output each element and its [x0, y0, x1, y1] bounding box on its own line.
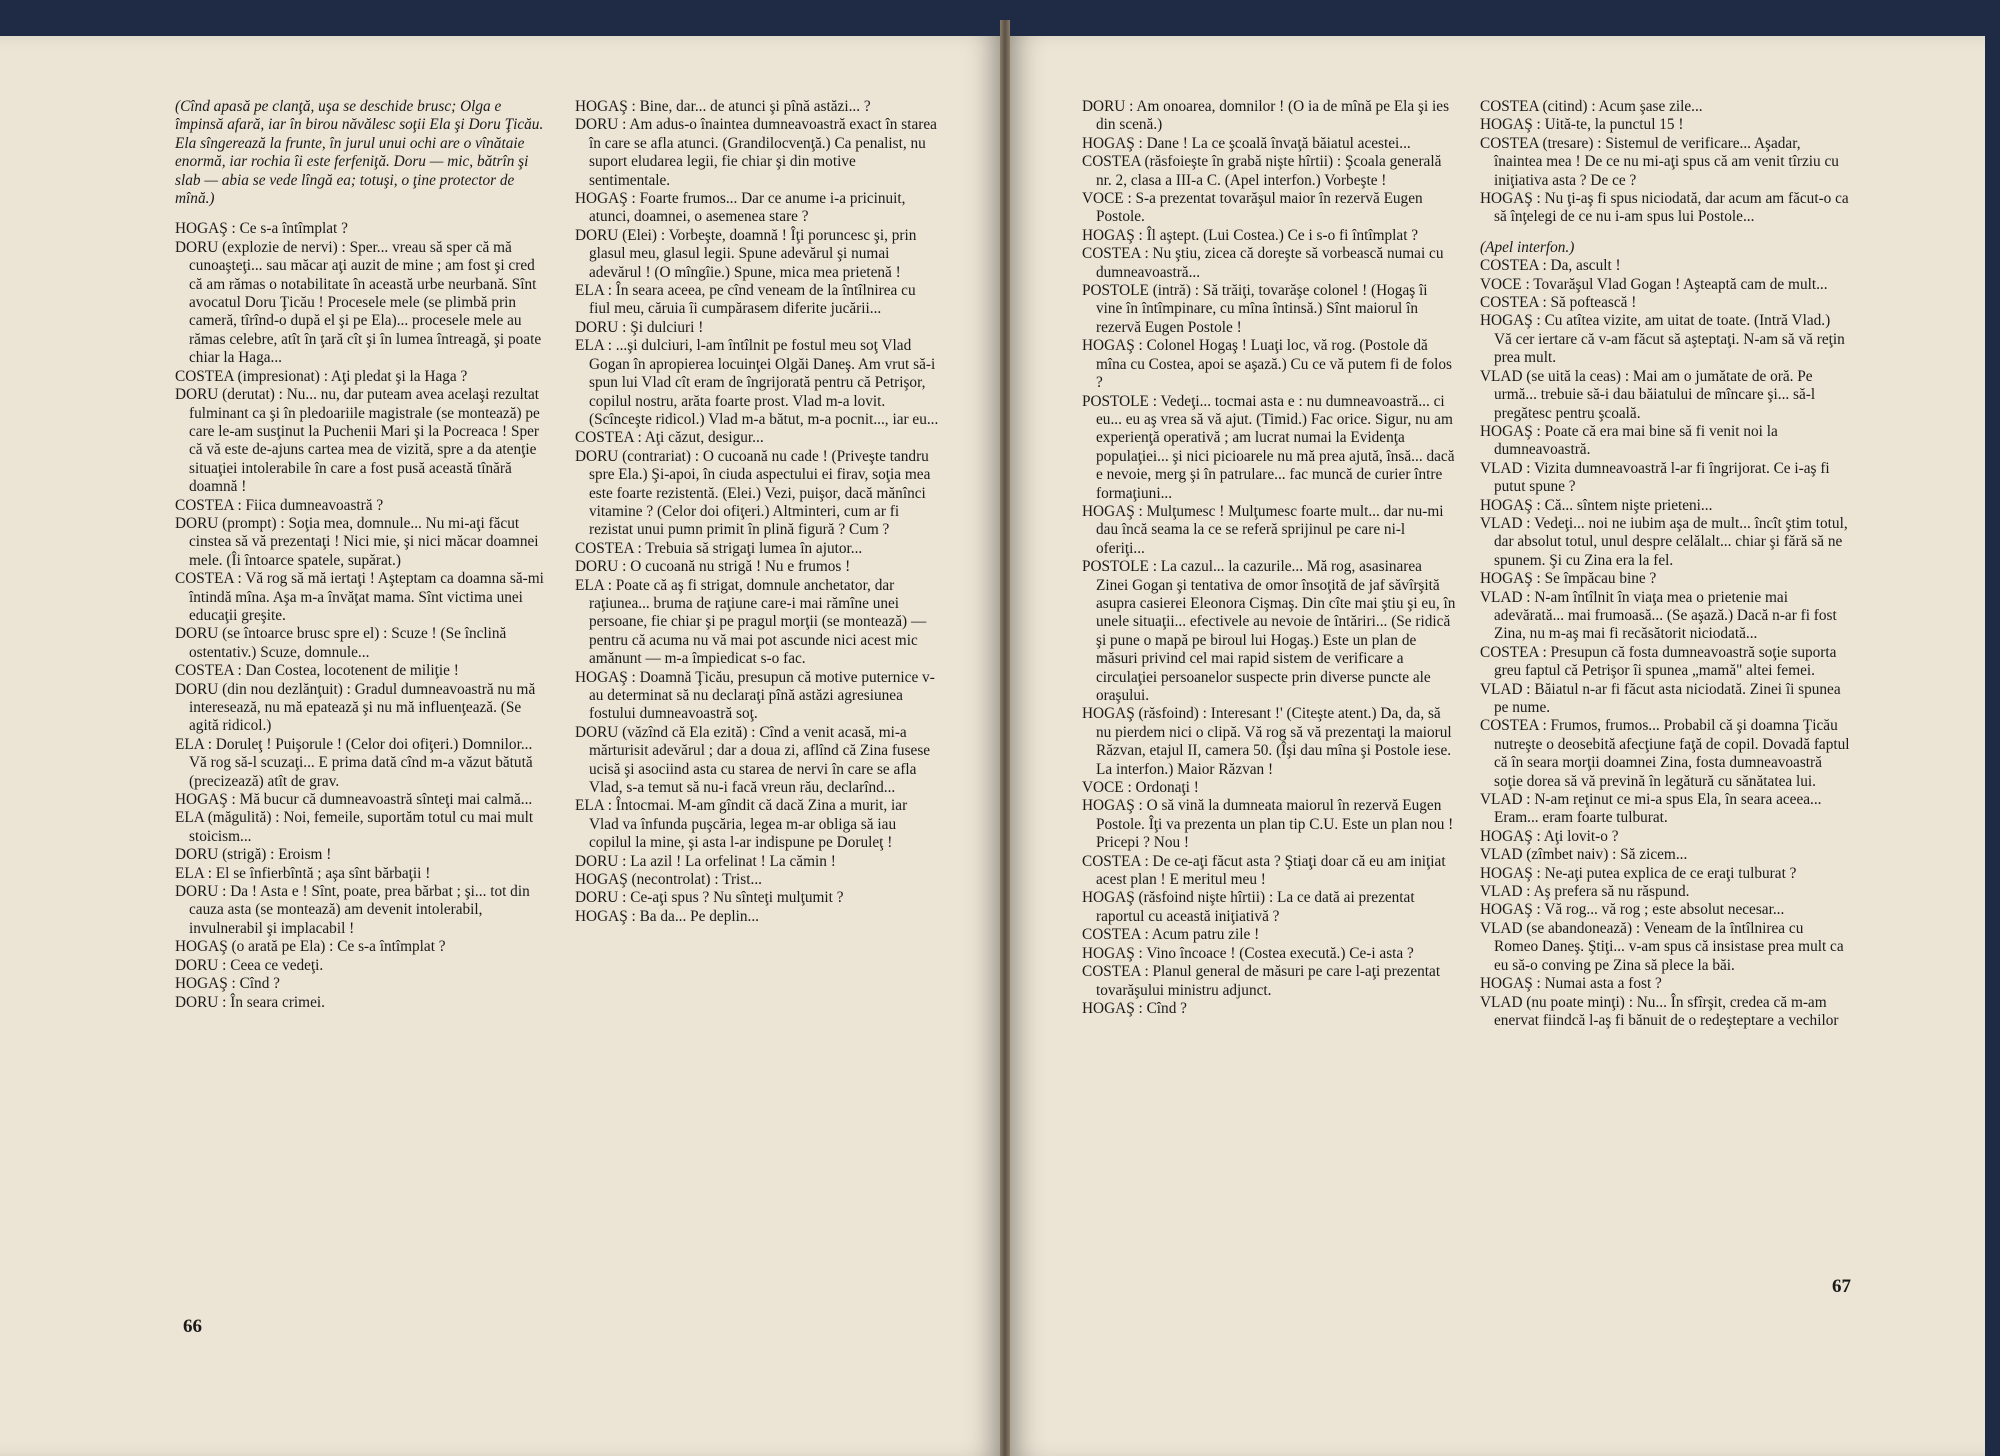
dialogue-line: DORU (contrariat) : O cucoană nu cade ! (Priveşte tandru spre Ela.) Şi-apoi, în ciuda aspectului ei firav, soţia mea este foarte rezistentă. (Elei.) Vezi, puişor, dacă mănînci vitamine ? (Celor doi ofiţeri.) Altminteri, cum ar fi rezistat unui pumn primit în plină figură ? Cum ? [575, 447, 931, 539]
dialogue-line: COSTEA : Planul general de măsuri pe care l-aţi prezentat tovarăşului ministru adjunct. [1082, 963, 1441, 999]
dialogue-line: VLAD : Aş prefera să nu răspund. [1480, 883, 1690, 901]
dialogue-line: COSTEA : Trebuia să strigaţi lumea în ajutor... [575, 539, 863, 557]
dialogue-line: HOGAŞ : Mă bucur că dumneavoastră sînteţi mai calmă... [175, 791, 533, 809]
dialogue-line: POSTOLE (intră) : Să trăiţi, tovarăşe colonel ! (Hogaş îi vine în întîmpinare, cu mîna întinsă.) Sînt maiorul în rezervă Eugen Postole ! [1082, 282, 1428, 336]
left-page-column-1 [175, 98, 545, 1012]
dialogue-line: VLAD (se uită la ceas) : Mai am o jumătate de oră. Pe urmă... trebuie să-i dau băiatului de mîncare şi... să-l pregătesc pentru şcoală. [1480, 367, 1816, 422]
dialogue-line: DORU : O cucoană nu strigă ! Nu e frumos ! [575, 558, 851, 576]
dialogue-line: DORU : Am adus-o înaintea dumneavoastră exact în starea în care se afla atunci. (Grandilocvenţă.) Ca penalist, nu suport eludarea legii, fie chiar şi din motive sentimentale. [575, 116, 937, 189]
stage-direction: (Apel interfon.) [1480, 238, 1575, 256]
dialogue-line: HOGAŞ : Ba da... Pe deplin... [575, 907, 759, 925]
dialogue-line: VOCE : Tovarăşul Vlad Gogan ! Aşteaptă cam de mult... [1480, 275, 1828, 293]
dialogue-line: HOGAŞ : Se împăcau bine ? [1480, 570, 1657, 588]
dialogue-line: VLAD : Vedeţi... noi ne iubim aşa de mult... încît ştim totul, dar absolut totul, unul despre celălalt... chiar şi fără să ne spunem. Şi cu Zina era la fel. [1480, 514, 1848, 569]
dialogue-line: DORU : Ceea ce vedeţi. [175, 956, 324, 974]
dialogue-line: ELA : Întocmai. M-am gîndit că dacă Zina a murit, iar Vlad va înfunda puşcăria, legea m-ar obliga să iau copilul la mine, şi asta l-ar indispune pe Doruleţ ! [575, 797, 908, 852]
dialogue-line: ELA : În seara aceea, pe cînd veneam de la întîlnirea cu fiul meu, căruia îi cumpărasem diferite jucării... [575, 282, 916, 318]
dialogue-line: COSTEA : Dan Costea, locotenent de miliţie ! [175, 662, 459, 680]
dialogue-line: COSTEA (citind) : Acum şase zile... [1480, 98, 1703, 115]
dialogue-line: DORU : Am onoarea, domnilor ! (O ia de mînă pe Ela şi ies din scenă.) [1082, 98, 1450, 134]
dialogue-line: COSTEA : Da, ascult ! [1480, 257, 1621, 275]
dialogue-line: HOGAŞ : O să vină la dumneata maiorul în rezervă Eugen Postole. Îţi va prezenta un plan tip C.U. Este un plan nou ! Pricepi ? Nou ! [1082, 797, 1454, 852]
dialogue-line: DORU : La azil ! La orfelinat ! La cămin ! [575, 852, 836, 870]
dialogue-line: HOGAŞ : Vino încoace ! (Costea execută.) Ce-i asta ? [1082, 944, 1414, 962]
dialogue-line: COSTEA : Să poftească ! [1480, 294, 1637, 312]
dialogue-line: DORU (derutat) : Nu... nu, dar puteam avea acelaşi rezultat fulminant ca şi în pledoariile magistrale (se montează) pe care le-am susţinut la Puchenii Mari şi la Pocreaca ! Sper că vă este de-ajuns cartea mea de vizită, spre a da atenţie situaţiei intolerabile în care a fost pusă această tînără doamnă ! [175, 386, 540, 496]
dialogue-line: HOGAŞ : Nu ţi-aş fi spus niciodată, dar acum am făcut-o ca să înţelegi de ce nu i-am spus lui Postole... [1480, 190, 1849, 226]
dialogue-line: HOGAŞ : Foarte frumos... Dar ce anume i-a pricinuit, atunci, doamnei, o asemenea stare ? [575, 190, 906, 226]
dialogue-line: HOGAŞ : Doamnă Ţicău, presupun că motive puternice v-au determinat să nu declaraţi pînă astăzi agresiunea fostului dumneavoastră soţ. [575, 668, 935, 723]
dialogue-line: HOGAŞ : Bine, dar... de atunci şi pînă astăzi... ? [575, 98, 871, 115]
dialogue-line: ELA : Poate că aş fi strigat, domnule anchetator, dar raţiunea... bruma de raţiune care-i mai rămîne unei persoane, fie chiar şi pe pragul morţii (se montează) — pentru că acuma nu vă mai pot ascunde nici acest mic amănunt — m-a împiedicat s-o fac. [575, 576, 927, 668]
dialogue-line: VLAD (zîmbet naiv) : Să zicem... [1480, 846, 1688, 864]
dialogue-line: ELA (măgulită) : Noi, femeile, suportăm totul cu mai mult stoicism... [175, 809, 534, 845]
dialogue-line: ELA : ...şi dulciuri, l-am întîlnit pe fostul meu soţ Vlad Gogan în apropierea locuinţei Olgăi Daneş. Am vrut să-i spun lui Vlad cît eram de îngrijorată pentru că Petrişor, copilul nostru, arăta foarte prost. Vlad m-a lovit. (Scînceşte ridicol.) Vlad m-a bătut, m-a pocnit..., iar eu... [575, 337, 939, 428]
dialogue-line: HOGAŞ : Ce s-a întîmplat ? [175, 220, 348, 238]
dialogue-line: DORU (se întoarce brusc spre el) : Scuze ! (Se înclină ostentativ.) Scuze, domnule... [175, 625, 507, 661]
right-page-number: 67 [1832, 1276, 1851, 1297]
dialogue-line: DORU (văzînd că Ela ezită) : Cînd a venit acasă, mi-a mărturisit adevărul ; dar a doua zi, aflînd că Zina fusese ucisă şi asociind asta cu starea de nervi în care se afla Vlad, s-a temut să nu-i facă vreun rău, declarînd... [575, 723, 931, 797]
dialogue-line: HOGAŞ : Numai asta a fost ? [1480, 975, 1662, 993]
dialogue-line: HOGAŞ : Îl aştept. (Lui Costea.) Ce i s-o fi întîmplat ? [1082, 226, 1419, 244]
dialogue-line: POSTOLE : La cazul... la cazurile... Mă rog, asasinarea Zinei Gogan şi tentativa de omor însoţită de jaf săvîrşită asupra casierei Eleonora Cişmaş. Din cîte mai ştiu şi eu, în unele situaţii... efectivele au nevoie de întăriri... (Se ridică şi pune o mapă pe biroul lui Hogaş.) Este un plan de măsuri privind cel mai rapid sistem de verificare a circulaţiei persoanelor suspecte prin diverse puncte ale oraşului. [1082, 558, 1456, 704]
dialogue-line: HOGAŞ : Cînd ? [1082, 999, 1187, 1017]
dialogue-line: COSTEA (răsfoieşte în grabă nişte hîrtii) : Şcoala generală nr. 2, clasa a III-a C. (Apel interfon.) Vorbeşte ! [1082, 153, 1442, 189]
dialogue-line: HOGAŞ : Vă rog... vă rog ; este absolut necesar... [1480, 901, 1785, 919]
dialogue-line: COSTEA (tresare) : Sistemul de verificare... Aşadar, înaintea mea ! De ce nu mi-aţi spus că am venit tîrziu cu iniţiativa asta ? De ce ? [1480, 134, 1839, 189]
dialogue-line: VLAD (se abandonează) : Veneam de la întîlnirea cu Romeo Daneş. Ştiţi... v-am spus că insistase prea mult ca eu să-o conving pe Zina să plece la băi. [1480, 919, 1844, 974]
dialogue-line: VLAD : N-am reţinut ce mi-a spus Ela, în seara aceea... Eram... eram foarte tulburat. [1480, 791, 1822, 827]
dialogue-line: DORU : În seara crimei. [175, 993, 325, 1011]
dialogue-line: ELA : Doruleţ ! Puişorule ! (Celor doi ofiţeri.) Domnilor... Vă rog să-l scuzaţi... E prima dată cînd m-a văzut bătută (precizează) atît de grav. [175, 735, 533, 790]
dialogue-line: COSTEA (impresionat) : Aţi pledat şi la Haga ? [175, 367, 468, 385]
dialogue-line: COSTEA : Frumos, frumos... Probabil că şi doamna Ţicău nutreşte o deosebită afecţiune faţă de copil. Dovadă faptul că în seara morţii doamnei Zina, fosta dumneavoastră soţie dorea să vă prevină în legătură cu sănătatea lui. [1480, 717, 1850, 790]
dialogue-line: HOGAŞ : Uită-te, la punctul 15 ! [1480, 116, 1684, 134]
right-page-column-1 [1082, 98, 1457, 1018]
left-page [0, 36, 1000, 1456]
dialogue-line: VLAD : Băiatul n-ar fi făcut asta niciodată. Zinei îi spunea pe nume. [1480, 680, 1841, 716]
dialogue-line: VLAD : N-am întîlnit în viaţa mea o prietenie mai adevărată... mai frumoasă... (Se aşază.) Dacă n-ar fi fost Zina, nu m-aş mai fi recăsătorit niciodată... [1480, 588, 1837, 643]
right-page [1010, 36, 1985, 1456]
dialogue-line: HOGAŞ : Mulţumesc ! Mulţumesc foarte mult... dar nu-mi dau încă seama la ce se referă sprijinul pe care ni-l oferiţi... [1082, 502, 1444, 557]
dialogue-line: HOGAŞ : Că... sîntem nişte prieteni... [1480, 496, 1713, 514]
book-spine [1000, 20, 1010, 1456]
dialogue-line: DORU (explozie de nervi) : Sper... vreau să sper că mă cunoaşteţi... sau măcar aţi auzit de mine ; am fost şi cred că am rămas o notabilitate în această urbe neurbană. Sînt avocatul Doru Ţicău ! Procesele mele (se plimbă prin cameră, tîrînd-o după el şi pe Ela)... procesele mele au rămas celebre, atît în ţară cît şi în lumea întreagă, şi poate chiar la Haga... [175, 238, 542, 367]
dialogue-line: DORU : Da ! Asta e ! Sînt, poate, prea bărbat ; şi... tot din cauza asta (se montează) am devenit intolerabil, invulnerabil şi implacabil ! [175, 883, 530, 937]
left-page-column-2 [575, 98, 940, 926]
dialogue-line: HOGAŞ (răsfoind nişte hîrtii) : La ce dată ai prezentat raportul cu această iniţiativă ? [1082, 889, 1415, 925]
right-page-column-2 [1480, 98, 1850, 1030]
dialogue-line: POSTOLE : Vedeţi... tocmai asta e : nu dumneavoastră... ci eu... eu aş vrea să vă ajut. (Timid.) Fac orice. Sigur, nu am experienţă operativă ; am lucrat numai la Evidenţa populaţiei... şi nici picioarele nu mă prea ajută, însă... dacă e nevoie, merg şi în patrulare... fac muncă de curier între formaţiuni... [1082, 392, 1455, 502]
dialogue-line: DORU (Elei) : Vorbeşte, doamnă ! Îţi poruncesc şi, prin glasul meu, glasul legii. Spune adevărul şi numai adevărul ! (O mîngîie.) Spune, mica mea prietenă ! [575, 226, 917, 281]
dialogue-line: HOGAŞ : Colonel Hogaş ! Luaţi loc, vă rog. (Postole dă mîna cu Costea, apoi se aşază.) Cu ce vă putem fi de folos ? [1082, 337, 1452, 392]
dialogue-line: VOCE : S-a prezentat tovarăşul maior în rezervă Eugen Postole. [1082, 190, 1423, 226]
dialogue-line: HOGAŞ : Cînd ? [175, 975, 280, 993]
dialogue-line: HOGAŞ : Cu atîtea vizite, am uitat de toate. (Intră Vlad.) Vă cer iertare că v-am făcut să aşteptaţi. N-am să vă reţin prea mult. [1480, 312, 1845, 367]
dialogue-line: ELA : El se înfierbîntă ; aşa sînt bărbaţii ! [175, 864, 431, 882]
stage-direction: (Cînd apasă pe clanţă, uşa se deschide brusc; Olga e împinsă afară, iar în birou năvălesc soţii Ela şi Doru Ţicău. Ela sîngerează la frunte, în jurul unui ochi are o vînătaie enormă, iar rochia îi este ferfeniţă. Doru — mic, bătrîn şi slab — abia se vede lîngă ea; totuşi, o ţine protector de mînă.) [175, 98, 544, 208]
dialogue-line: COSTEA : Fiica dumneavoastră ? [175, 496, 384, 514]
dialogue-line: DORU (strigă) : Eroism ! [175, 846, 332, 864]
dialogue-line: COSTEA : Nu ştiu, zicea că doreşte să vorbească numai cu dumneavoastră... [1082, 245, 1444, 281]
dialogue-line: COSTEA : Aţi căzut, desigur... [575, 429, 764, 447]
dialogue-line: HOGAŞ (o arată pe Ela) : Ce s-a întîmplat ? [175, 938, 446, 956]
dialogue-line: COSTEA : Presupun că fosta dumneavoastră soţie suporta greu faptul că Petrişor îi spunea „mamă" altei femei. [1480, 643, 1837, 680]
dialogue-line: COSTEA : Acum patru zile ! [1082, 926, 1260, 944]
dialogue-line: VLAD : Vizita dumneavoastră l-ar fi îngrijorat. Ce i-aş fi putut spune ? [1480, 459, 1830, 496]
dialogue-line: HOGAŞ : Aţi lovit-o ? [1480, 827, 1619, 845]
dialogue-line: VOCE : Ordonaţi ! [1082, 779, 1199, 797]
dialogue-line: COSTEA : De ce-aţi făcut asta ? Ştiaţi doar că eu am iniţiat acest plan ! E meritul meu ! [1082, 852, 1446, 889]
dialogue-line: HOGAŞ : Ne-aţi putea explica de ce eraţi tulburat ? [1480, 864, 1797, 882]
dialogue-line: DORU (prompt) : Soţia mea, domnule... Nu mi-aţi făcut cinstea să vă prezentaţi ! Nici mie, şi nici măcar doamnei mele. (Îi întoarce spatele, supărat.) [175, 514, 539, 569]
dialogue-line: VLAD (nu poate minţi) : Nu... În sfîrşit, credea că m-am enervat fiindcă l-aş fi bănuit de o redeşteptare a vechilor [1480, 993, 1839, 1029]
dialogue-line: HOGAŞ (necontrolat) : Trist... [575, 871, 762, 889]
dialogue-line: DORU : Ce-aţi spus ? Nu sînteţi mulţumit ? [575, 889, 844, 907]
dialogue-line: HOGAŞ : Dane ! La ce şcoală învaţă băiatul acestei... [1082, 134, 1411, 152]
dialogue-line: DORU (din nou dezlănţuit) : Gradul dumneavoastră nu mă interesează, nu mă epatează şi nu mă influenţează. (Se agită ridicol.) [175, 680, 536, 735]
dialogue-line: DORU : Şi dulciuri ! [575, 318, 704, 336]
dialogue-line: HOGAŞ (răsfoind) : Interesant !' (Citeşte atent.) Da, da, să nu pierdem nici o clipă. Vă rog să vă prezentaţi la maiorul Răzvan, etajul II, camera 50. (Îşi dau mîna şi Postole iese. La interfon.) Maior Răzvan ! [1082, 705, 1452, 778]
dialogue-line: HOGAŞ : Poate că era mai bine să fi venit noi la dumneavoastră. [1480, 422, 1778, 459]
left-page-number: 66 [183, 1316, 202, 1337]
dialogue-line: COSTEA : Vă rog să mă iertaţi ! Aşteptam ca doamna să-mi întindă mîna. Aşa m-a învăţat mama. Sînt victima unei educaţii greşite. [175, 570, 544, 624]
